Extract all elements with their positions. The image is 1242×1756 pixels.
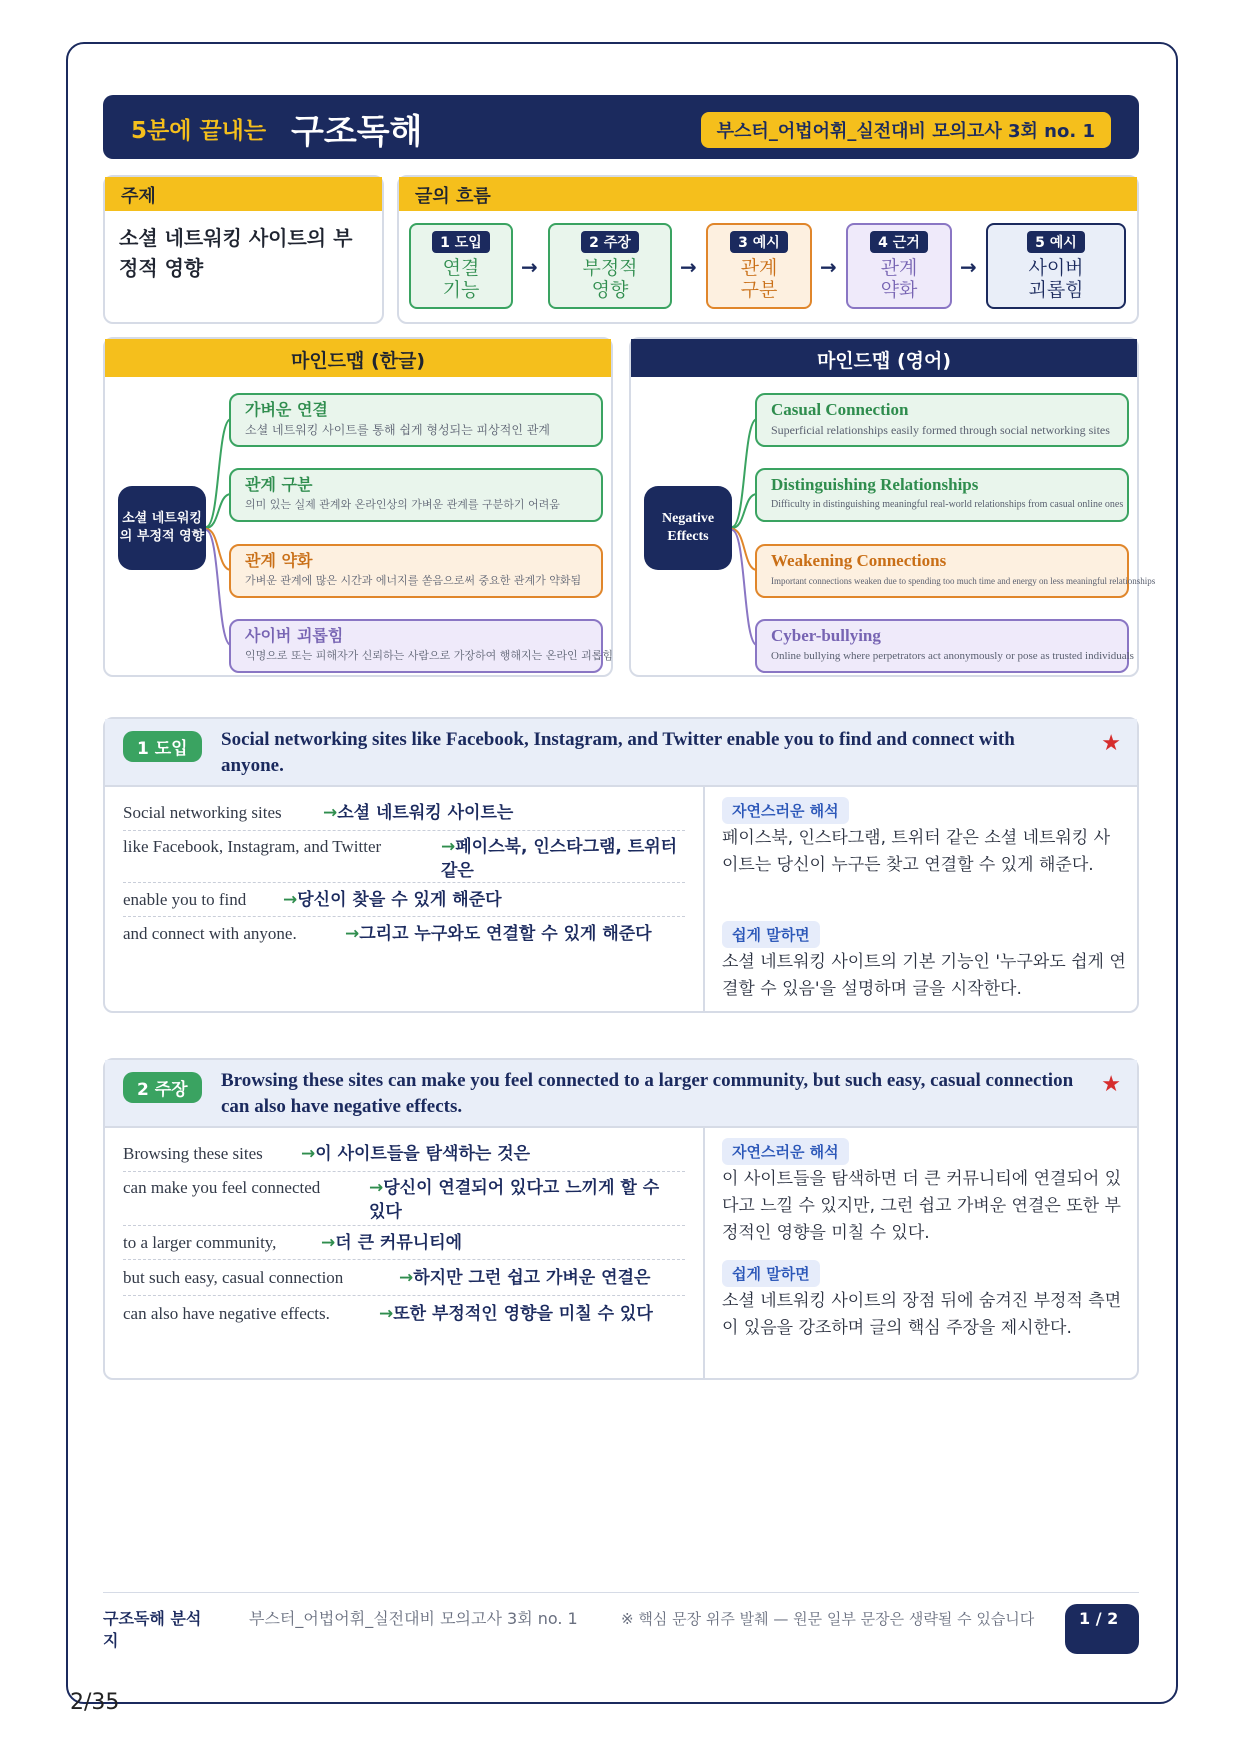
card-header bbox=[105, 1060, 1137, 1128]
flow-step-tag: 5 예시 bbox=[1027, 231, 1085, 253]
leaf-title: 관계 구분 bbox=[245, 475, 313, 494]
card-divider bbox=[703, 787, 705, 1011]
leaf-title: Distinguishing Relationships bbox=[771, 475, 979, 494]
flow-arrow: → bbox=[521, 255, 538, 279]
flow-arrow: → bbox=[680, 255, 697, 279]
flow-step-line: 구분 bbox=[740, 279, 778, 301]
chunk-korean: →당신이 찾을 수 있게 해준다 bbox=[283, 890, 502, 910]
mindmap-leaf bbox=[755, 468, 1129, 522]
flow-step-3 bbox=[706, 223, 812, 309]
flow-step-line: 부정적 bbox=[582, 257, 638, 279]
sentence-card-1 bbox=[103, 717, 1139, 1013]
chunk-korean: →소셜 네트워킹 사이트는 bbox=[323, 803, 514, 823]
arrow-icon: → bbox=[345, 924, 360, 944]
mindmap-english bbox=[629, 337, 1156, 677]
mindmap-leaf bbox=[755, 544, 1156, 598]
chunk-english: to a larger community, bbox=[123, 1233, 277, 1252]
flow-step-4 bbox=[846, 223, 952, 309]
mindmap-leaf bbox=[229, 544, 603, 598]
mindmap-center-node: Negative Effects bbox=[644, 486, 732, 570]
leaf-desc: Superficial relationships easily formed through social networking sites bbox=[771, 423, 1110, 437]
flow-step-2 bbox=[548, 223, 672, 309]
flow-arrow: → bbox=[820, 255, 837, 279]
chunk-english: enable you to find bbox=[123, 890, 247, 909]
chunk-korean: →페이스북, 인스타그램, 트위터 같은 bbox=[441, 837, 678, 881]
mindmap-center-node: 소셜 네트워킹의 부정적 영향 bbox=[118, 486, 206, 570]
flow-step-text bbox=[848, 257, 950, 301]
leaf-title: Casual Connection bbox=[771, 400, 909, 419]
arrow-icon: → bbox=[283, 890, 298, 910]
flow-step-tag: 3 예시 bbox=[730, 231, 788, 253]
footer-note: ※ 핵심 문장 위주 발췌 — 원문 일부 문장은 생략될 수 있습니다 bbox=[621, 1610, 1035, 1628]
arrow-icon: → bbox=[441, 837, 456, 857]
chunk-english: can also have negative effects. bbox=[123, 1304, 330, 1323]
arrow-icon: → bbox=[379, 1304, 394, 1324]
leaf-desc: Online bullying where perpetrators act anonymously or pose as trusted individuals bbox=[771, 650, 1134, 662]
mindmap-korean bbox=[103, 337, 613, 677]
flow-label: 글의 흐름 bbox=[399, 177, 1137, 211]
star-icon: ★ bbox=[1101, 1072, 1121, 1097]
card-body bbox=[105, 787, 1137, 1011]
easy-summary-text: 소셜 네트워킹 사이트의 기본 기능인 '누구와도 쉽게 연결할 수 있음'을 설명하며 글을 시작한다. bbox=[722, 952, 1126, 999]
chunk-row bbox=[123, 795, 685, 831]
chunk-korean: →그리고 누구와도 연결할 수 있게 해준다 bbox=[345, 924, 652, 944]
flow-step-text bbox=[708, 257, 810, 301]
flow-step-tag: 2 주장 bbox=[581, 231, 639, 253]
arrow-icon: → bbox=[321, 1233, 336, 1253]
source-badge: 부스터_어법어휘_실전대비 모의고사 3회 no. 1 bbox=[701, 112, 1111, 148]
mindmap-leaf bbox=[229, 393, 603, 447]
mindmap-leaf bbox=[755, 619, 1134, 673]
flow-step-line: 관계 bbox=[740, 257, 778, 279]
page-header bbox=[103, 95, 1139, 159]
flow-step-line: 관계 bbox=[880, 257, 918, 279]
flow-step-tag: 4 근거 bbox=[870, 231, 928, 253]
topic-label: 주제 bbox=[105, 177, 382, 211]
mindmap-leaf bbox=[755, 393, 1129, 447]
flow-step-text bbox=[988, 257, 1124, 301]
flow-step-5 bbox=[986, 223, 1126, 309]
flow-step-text bbox=[411, 257, 511, 301]
flow-step-line: 사이버 bbox=[1028, 257, 1084, 279]
chunk-english: Browsing these sites bbox=[123, 1144, 263, 1163]
arrow-icon: → bbox=[369, 1178, 384, 1198]
chunk-english: Social networking sites bbox=[123, 803, 282, 822]
card-tag: 2 주장 bbox=[123, 1072, 202, 1103]
flow-box bbox=[397, 175, 1139, 324]
footer-source: 부스터_어법어휘_실전대비 모의고사 3회 no. 1 bbox=[249, 1609, 578, 1628]
flow-step-line: 영향 bbox=[591, 279, 629, 301]
card-tag: 1 도입 bbox=[123, 731, 202, 762]
brand-subtitle: 5분에 끝내는 bbox=[131, 118, 267, 144]
leaf-desc: 가벼운 관계에 많은 시간과 에너지를 쏟음으로써 중요한 관계가 약화됨 bbox=[245, 574, 582, 587]
card-sentence: Browsing these sites can make you feel connected to a larger community, but such easy, casual connection can also have negative effects. bbox=[221, 1070, 1074, 1117]
chunk-english: but such easy, casual connection bbox=[123, 1268, 344, 1287]
topic-text: 소셜 네트워킹 사이트의 부정적 영향 bbox=[119, 226, 353, 280]
natural-translation-label: 자연스러운 해석 bbox=[722, 797, 849, 824]
flow-step-line: 약화 bbox=[880, 279, 918, 301]
flow-step-line: 기능 bbox=[442, 279, 480, 301]
mindmap-leaf bbox=[229, 619, 614, 673]
chunk-row bbox=[123, 1260, 685, 1296]
card-header bbox=[105, 719, 1137, 787]
chunk-english: and connect with anyone. bbox=[123, 924, 297, 943]
leaf-desc: Difficulty in distinguishing meaningful real-world relationships from casual online ones bbox=[771, 499, 1124, 510]
leaf-title: Cyber-bullying bbox=[771, 626, 881, 645]
mindmap-leaf bbox=[229, 468, 603, 522]
chunk-korean: →하지만 그런 쉽고 가벼운 연결은 bbox=[399, 1268, 651, 1288]
chunk-korean: →더 큰 커뮤니티에 bbox=[321, 1233, 463, 1253]
leaf-title: 가벼운 연결 bbox=[245, 400, 328, 419]
chunk-korean: →또한 부정적인 영향을 미칠 수 있다 bbox=[379, 1304, 653, 1324]
easy-summary-label: 쉽게 말하면 bbox=[722, 1260, 820, 1287]
star-icon: ★ bbox=[1101, 731, 1121, 756]
flow-step-1 bbox=[409, 223, 513, 309]
flow-step-line: 괴롭힘 bbox=[1028, 279, 1084, 301]
natural-translation-label: 자연스러운 해석 bbox=[722, 1138, 849, 1165]
arrow-icon: → bbox=[323, 803, 338, 823]
page-counter: 2/35 bbox=[70, 1690, 120, 1715]
natural-translation-text: 페이스북, 인스타그램, 트위터 같은 소셜 네트워킹 사이트는 당신이 누구든 찾고 연결할 수 있게 해준다. bbox=[722, 828, 1111, 875]
leaf-title: Weakening Connections bbox=[771, 551, 947, 570]
leaf-desc: 의미 있는 실제 관계와 온라인상의 가벼운 관계를 구분하기 어려움 bbox=[245, 498, 560, 511]
chunk-korean: →당신이 연결되어 있다고 느끼게 할 수 있다 bbox=[369, 1178, 660, 1222]
card-body bbox=[105, 1128, 1137, 1378]
mindmap-title: 마인드맵 (한글) bbox=[105, 339, 611, 377]
flow-step-text bbox=[550, 257, 670, 301]
leaf-title: 사이버 괴롭힘 bbox=[245, 626, 344, 645]
leaf-desc: 익명으로 또는 피해자가 신뢰하는 사람으로 가장하여 행해지는 온라인 괴롭힘 bbox=[245, 649, 614, 662]
chunk-row bbox=[123, 1296, 685, 1332]
card-divider bbox=[703, 1128, 705, 1378]
topic-box bbox=[103, 175, 384, 324]
brand-title: 구조독해 bbox=[291, 112, 423, 152]
leaf-title: 관계 약화 bbox=[245, 551, 313, 570]
easy-summary-label: 쉽게 말하면 bbox=[722, 921, 820, 948]
leaf-desc: 소셜 네트워킹 사이트를 통해 쉽게 형성되는 피상적인 관계 bbox=[245, 423, 550, 437]
natural-translation-text: 이 사이트들을 탐색하면 더 큰 커뮤니티에 연결되어 있다고 느낄 수 있지만, 그런 쉽고 가벼운 연결은 또한 부정적인 영향을 미칠 수 있다. bbox=[722, 1169, 1122, 1243]
chunk-english: can make you feel connected bbox=[123, 1178, 321, 1197]
footer-divider bbox=[103, 1592, 1139, 1593]
chunk-row bbox=[123, 917, 685, 951]
chunk-korean: →이 사이트들을 탐색하는 것은 bbox=[301, 1144, 531, 1164]
flow-arrow: → bbox=[960, 255, 977, 279]
chunk-row bbox=[123, 1172, 685, 1226]
chunk-row bbox=[123, 1136, 685, 1172]
sentence-card-2 bbox=[103, 1058, 1139, 1380]
arrow-icon: → bbox=[301, 1144, 316, 1164]
card-sentence: Social networking sites like Facebook, Instagram, and Twitter enable you to find and connect with anyone. bbox=[221, 729, 1015, 776]
chunk-row bbox=[123, 1226, 685, 1260]
footer-title: 구조독해 분석지 bbox=[103, 1609, 202, 1650]
leaf-desc: Important connections weaken due to spending too much time and energy on less meaningful relationships bbox=[771, 576, 1156, 586]
easy-summary-text: 소셜 네트워킹 사이트의 장점 뒤에 숨겨진 부정적 측면이 있음을 강조하며 글의 핵심 주장을 제시한다. bbox=[722, 1291, 1122, 1338]
chunk-row bbox=[123, 883, 685, 917]
chunk-row bbox=[123, 831, 685, 883]
flow-step-line: 연결 bbox=[442, 257, 480, 279]
chunk-english: like Facebook, Instagram, and Twitter bbox=[123, 837, 382, 856]
flow-step-tag: 1 도입 bbox=[432, 231, 490, 253]
footer-page-badge: 1 / 2 bbox=[1065, 1604, 1139, 1654]
arrow-icon: → bbox=[399, 1268, 414, 1288]
mindmap-title: 마인드맵 (영어) bbox=[631, 339, 1137, 377]
